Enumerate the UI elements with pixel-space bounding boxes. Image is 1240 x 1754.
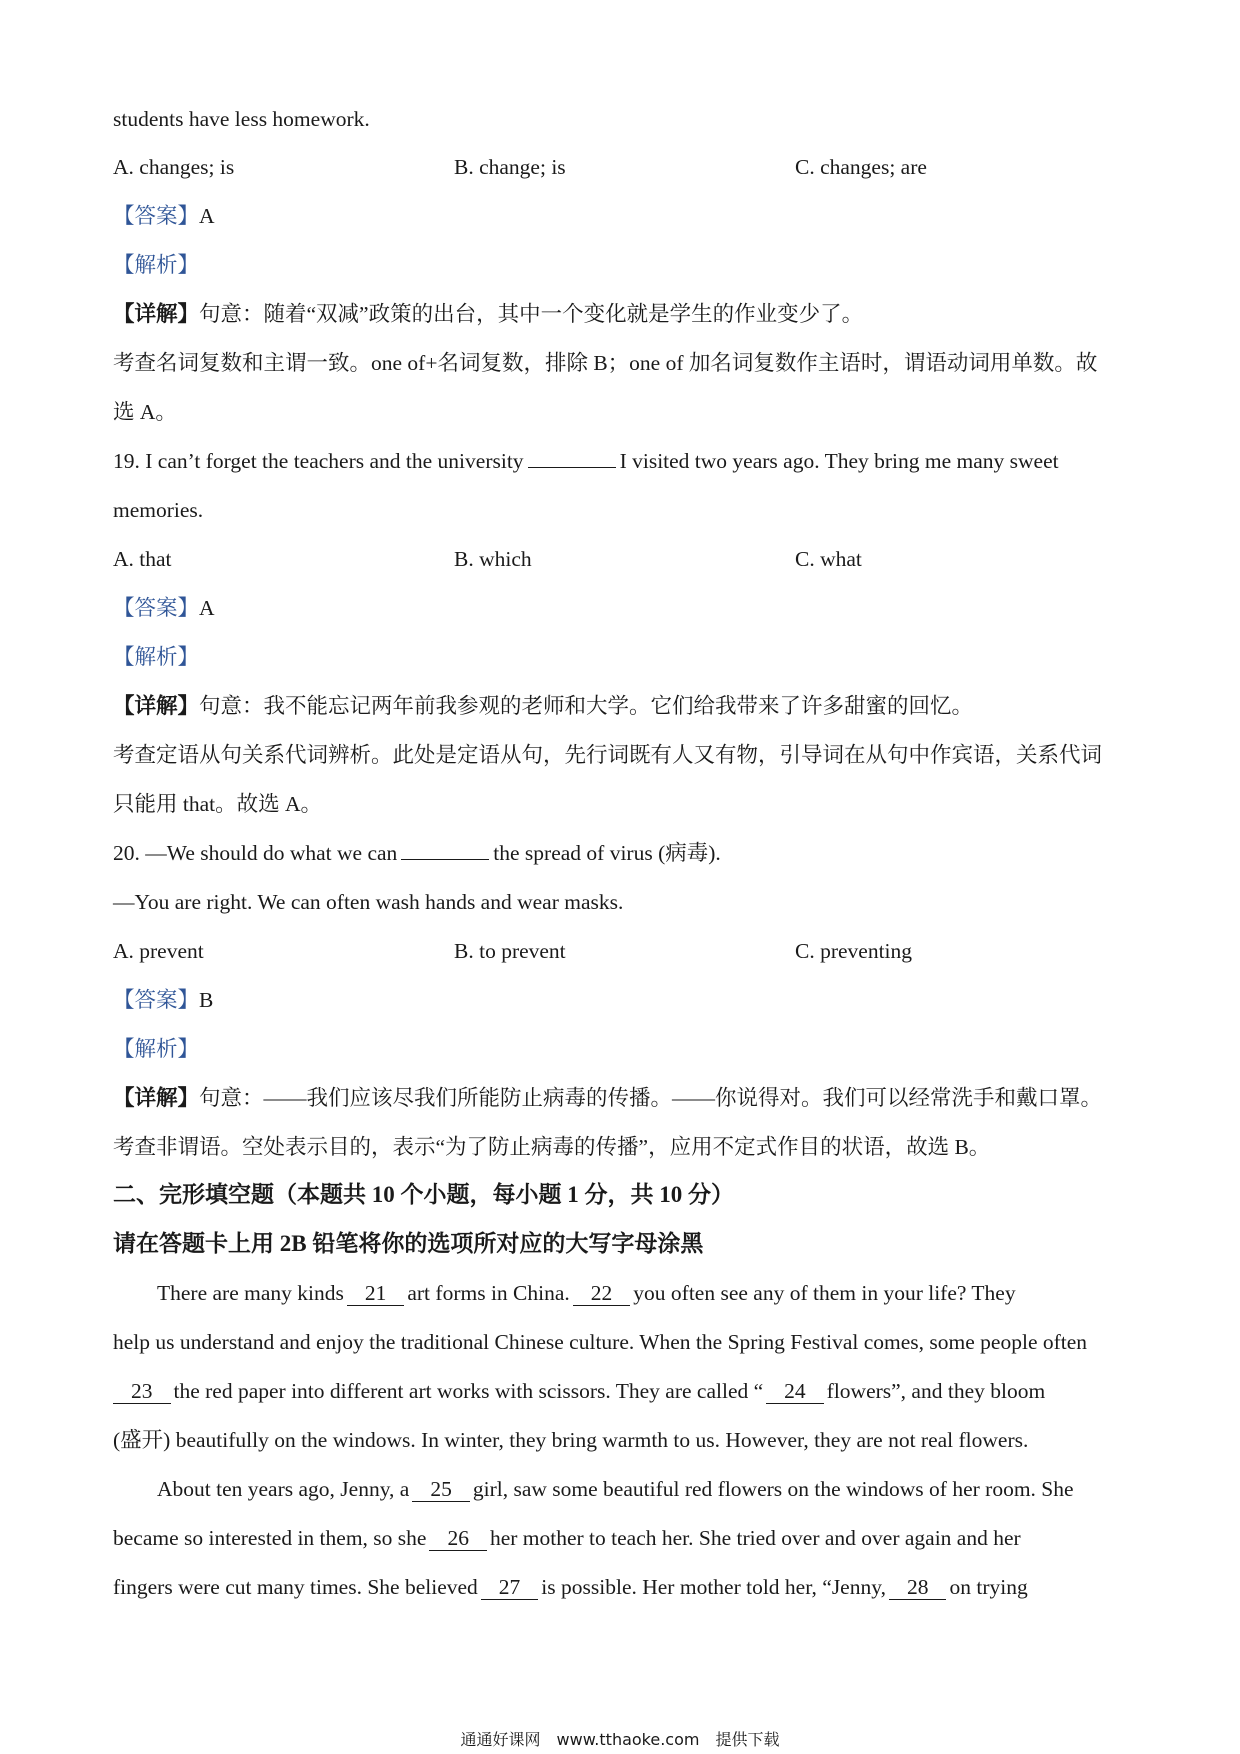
passage-line: (盛开) beautifully on the windows. In winter, they bring warmth to us. However, they are not real flowers.: [113, 1428, 1029, 1452]
q19-analysis-tag: 【解析】: [113, 645, 200, 669]
q19-explanation-2: 只能用 that。故选 A。: [113, 792, 323, 816]
detail-tag: 【详解】: [113, 694, 200, 718]
q20-blank: [401, 841, 489, 860]
q19-answer: A: [199, 596, 215, 620]
passage-line: help us understand and enjoy the traditional Chinese culture. When the Spring Festival comes, some people often: [113, 1330, 1088, 1354]
q20-answer: B: [199, 988, 214, 1012]
passage-text: About ten years ago, Jenny, a: [157, 1477, 410, 1501]
blank-23: 23: [113, 1379, 171, 1404]
q19-detail: 句意：我不能忘记两年前我参观的老师和大学。它们给我带来了许多甜蜜的回忆。: [199, 694, 974, 718]
q20-explanation-1: 考查非谓语。空处表示目的，表示“为了防止病毒的传播”，应用不定式作目的状语，故选 B。: [113, 1135, 991, 1159]
passage-text: on trying: [949, 1575, 1028, 1599]
passage-line: [113, 1523, 1133, 1553]
q20-stem-part-b: the spread of virus (病毒).: [493, 841, 721, 865]
blank-21: 21: [347, 1281, 405, 1306]
q19-blank: [528, 449, 616, 468]
passage-line: [113, 1376, 1133, 1406]
q18-detail: 句意：随着“双减”政策的出台，其中一个变化就是学生的作业变少了。: [199, 302, 864, 326]
q20-option-b: B. to prevent: [454, 939, 566, 963]
q20-answer-line: [113, 985, 1133, 1015]
section-instruction: 请在答题卡上用 2B 铅笔将你的选项所对应的大写字母涂黑: [113, 1231, 704, 1256]
q18-option-a: A. changes; is: [113, 155, 235, 179]
blank-27: 27: [481, 1575, 539, 1600]
passage-text: her mother to teach her. She tried over and over again and her: [489, 1526, 1021, 1550]
answer-tag: 【答案】: [113, 204, 200, 228]
passage-text: art forms in China.: [407, 1281, 570, 1305]
q18-answer: A: [199, 204, 215, 228]
q19-stem-part-a: 19. I can’t forget the teachers and the university: [113, 449, 524, 473]
detail-tag: 【详解】: [113, 302, 200, 326]
q20-detail-line: [113, 1083, 1133, 1113]
q20-stem: [113, 838, 1133, 868]
q19-stem: [113, 446, 1133, 476]
passage-line: [157, 1474, 1177, 1504]
passage-text: became so interested in them, so she: [113, 1526, 427, 1550]
passage-text: There are many kinds: [157, 1281, 344, 1305]
q19-option-b: B. which: [454, 547, 532, 571]
blank-25: 25: [412, 1477, 470, 1502]
blank-22: 22: [573, 1281, 631, 1306]
detail-tag: 【详解】: [113, 1086, 200, 1110]
q19-explanation-1: 考查定语从句关系代词辨析。此处是定语从句，先行词既有人又有物，引导词在从句中作宾语，关系代词: [113, 743, 1103, 767]
answer-tag: 【答案】: [113, 988, 200, 1012]
q19-stem-part-c: memories.: [113, 498, 204, 522]
q19-option-a: A. that: [113, 547, 172, 571]
passage-line: [157, 1278, 1177, 1308]
q18-analysis-tag: 【解析】: [113, 253, 200, 277]
passage-text: flowers”, and they bloom: [826, 1379, 1046, 1403]
q18-detail-line: [113, 299, 1133, 329]
passage-text: fingers were cut many times. She believed: [113, 1575, 478, 1599]
page-footer: 通通好课网 www.tthaoke.com 提供下载: [460, 1730, 780, 1749]
q18-explanation-1: 考查名词复数和主谓一致。one of+名词复数，排除 B；one of 加名词复数作主语时，谓语动词用单数。故: [113, 351, 1098, 375]
blank-26: 26: [429, 1526, 487, 1551]
q18-option-b: B. change; is: [454, 155, 566, 179]
blank-24: 24: [766, 1379, 824, 1404]
section-title: 二、完形填空题（本题共 10 个小题，每小题 1 分，共 10 分）: [113, 1182, 734, 1207]
passage-line: [113, 1572, 1133, 1602]
passage-text: girl, saw some beautiful red flowers on the windows of her room. She: [472, 1477, 1074, 1501]
q18-option-c: C. changes; are: [795, 155, 927, 179]
answer-tag: 【答案】: [113, 596, 200, 620]
q19-detail-line: [113, 691, 1133, 721]
q19-option-c: C. what: [795, 547, 862, 571]
q20-option-c: C. preventing: [795, 939, 913, 963]
q20-option-a: A. prevent: [113, 939, 204, 963]
q20-stem-part-c: —You are right. We can often wash hands and wear masks.: [113, 890, 624, 914]
q18-answer-line: [113, 201, 1133, 231]
q20-stem-part-a: 20. —We should do what we can: [113, 841, 398, 865]
q19-answer-line: [113, 593, 1133, 623]
passage-text: you often see any of them in your life? They: [633, 1281, 1016, 1305]
passage-text: is possible. Her mother told her, “Jenny,: [541, 1575, 886, 1599]
blank-28: 28: [889, 1575, 947, 1600]
q19-stem-part-b: I visited two years ago. They bring me many sweet: [619, 449, 1059, 473]
q20-detail: 句意：——我们应该尽我们所能防止病毒的传播。——你说得对。我们可以经常洗手和戴口罩。: [199, 1086, 1103, 1110]
passage-text: the red paper into different art works with scissors. They are called “: [173, 1379, 764, 1403]
q20-analysis-tag: 【解析】: [113, 1037, 200, 1061]
q18-explanation-2: 选 A。: [113, 400, 177, 424]
q18-stem-continuation: students have less homework.: [113, 107, 370, 131]
